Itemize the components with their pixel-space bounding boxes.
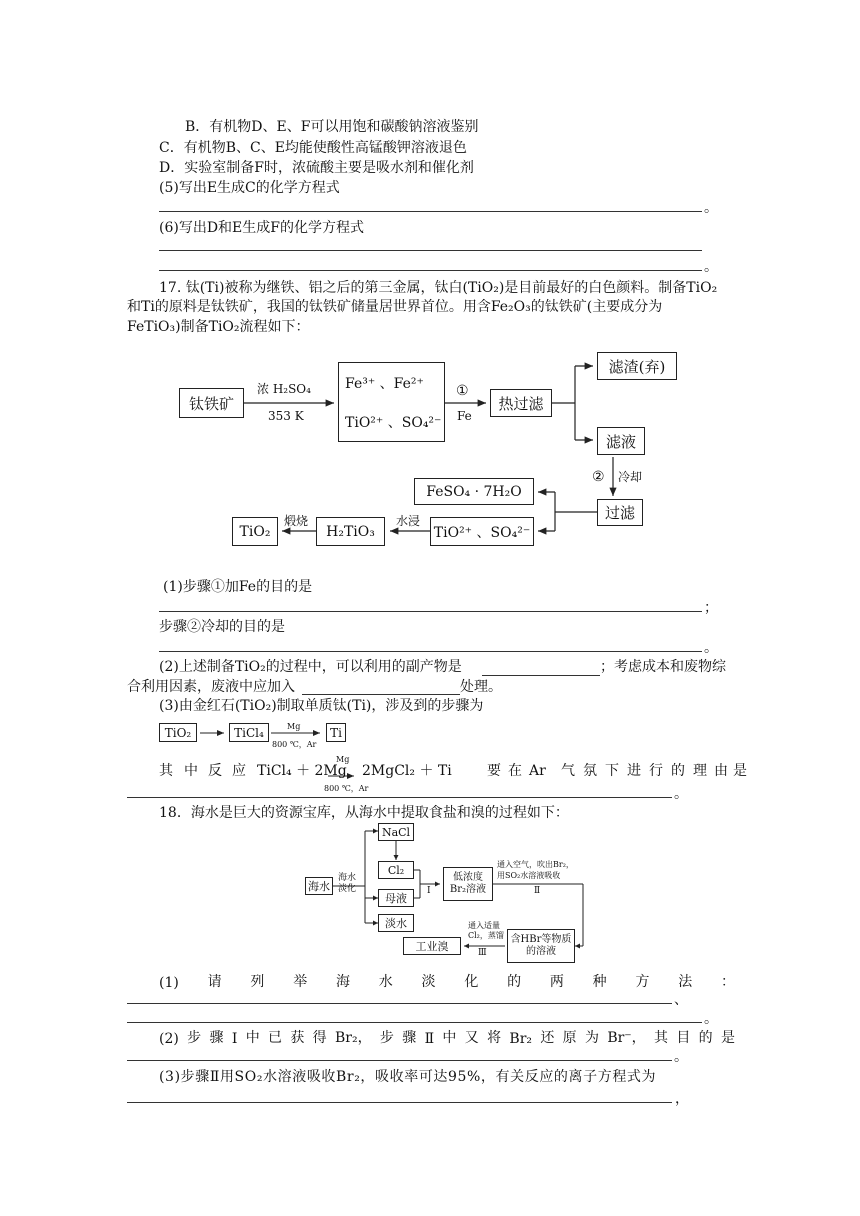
reaction-w11: 下 — [605, 763, 619, 779]
q18-sub2-w7: 得 — [312, 1030, 327, 1046]
calcine-label: 煅烧 — [284, 514, 309, 528]
tio2-box: TiO₂ — [232, 517, 278, 546]
q6-period: 。 — [704, 259, 718, 275]
ions-bottom: TiO²⁺ 、SO₄²⁻ — [345, 414, 442, 431]
reaction-w3: 应 — [232, 763, 246, 779]
q17-intro-2: 和Ti的原料是钛铁矿，我国的钛铁矿储量居世界首位。用含Fe₂O₃的钛铁矿(主要成分为 — [127, 299, 663, 315]
q18-sub1-w13: ： — [721, 974, 735, 990]
option-b: B．有机物D、E、F可以用饱和碳酸钠溶液鉴别 — [185, 119, 479, 135]
q18-sub2-w3: Ⅰ — [231, 1031, 238, 1047]
q17-sub1-prompt: (1)步骤①加Fe的目的是 — [163, 579, 313, 595]
q18-sub2-w23: 是 — [721, 1030, 735, 1046]
step3-label: Ⅲ — [478, 948, 487, 958]
q17-sub2-prompt-d: 处理。 — [460, 679, 502, 695]
reagent-label: 浓 H₂SO₄ — [257, 382, 311, 396]
fresh-water-box: 淡水 — [378, 914, 414, 932]
reaction-w10: 氛 — [583, 763, 597, 779]
q18-sub1-period: 。 — [704, 1011, 718, 1027]
q18-sub1-w7: 化 — [464, 974, 479, 990]
q18-sub3-comma: ， — [675, 1091, 689, 1107]
q18-intro: 18．海水是巨大的资源宝库，从海水中提取食盐和溴的过程如下： — [159, 805, 569, 821]
q18-sub2-w0: (2) — [159, 1031, 179, 1047]
q18-sub2-w15: Br₂ — [509, 1031, 532, 1047]
q18-sub1-w0: (1) — [159, 975, 179, 991]
q17-intro-1: 17. 钛(Ti)被称为继铁、铝之后的第三金属，钛白(TiO₂)是目前最好的白色颜料。制备TiO₂ — [159, 280, 718, 296]
q18-sub2-w11: Ⅱ — [424, 1031, 435, 1047]
reaction-w13: 行 — [649, 763, 663, 779]
q18-sub1-w6: 淡 — [421, 974, 436, 990]
q18-sub2-w6: 获 — [290, 1030, 305, 1046]
option-d: D．实验室制备F时，浓硫酸主要是吸水剂和催化剂 — [159, 160, 474, 176]
q18-sub1-w12: 法 — [678, 974, 693, 990]
filtrate-box: 滤液 — [597, 427, 645, 455]
q18-sub1-dun: 、 — [674, 992, 688, 1008]
q18-sub2-w19: Br⁻， — [607, 1030, 646, 1046]
reaction-w14: 的 — [671, 763, 685, 779]
reaction-w16: 由 — [714, 763, 728, 779]
q5-prompt: (5)写出E生成C的化学方程式 — [159, 180, 340, 196]
step2-marker: ② — [592, 469, 605, 485]
q18-sub2-w4: 中 — [245, 1030, 260, 1046]
reaction-w2: 反 — [208, 763, 222, 779]
reaction-w6: 要 — [487, 763, 501, 779]
q18-sub1-w8: 的 — [507, 974, 522, 990]
reaction-w7: 在 — [508, 763, 522, 779]
q17-sub1b-prompt: 步骤②冷却的目的是 — [159, 619, 285, 635]
reaction-mg-label: Mg — [336, 755, 350, 764]
q18-sub2-w20: 其 — [654, 1030, 669, 1046]
q18-sub1-w4: 海 — [335, 974, 350, 990]
q18-sub2-answer[interactable] — [127, 1060, 672, 1061]
route-tio2: TiO₂ — [159, 723, 197, 742]
q18-sub2-w10: 骤 — [402, 1030, 417, 1046]
q18-sub2-w18: 为 — [584, 1030, 599, 1046]
cl2-note-2: Cl₂，蒸馏 — [468, 931, 504, 940]
reaction-condition: 800 ℃，Ar — [324, 784, 369, 793]
step1-label: Ⅰ — [427, 886, 431, 896]
ions2-box: TiO²⁺ 、SO₄²⁻ — [430, 517, 534, 546]
air-note-1: 通入空气，吹出Br₂， — [497, 860, 574, 869]
q18-sub3-prompt: (3)步骤Ⅱ用SO₂水溶液吸收Br₂，吸收率可达95%，有关反应的离子方程式为 — [159, 1069, 657, 1085]
q17-sub3-prompt: (3)由金红石(TiO₂)制取单质钛(Ti)，涉及到的步骤为 — [159, 698, 484, 714]
ore-box: 钛铁矿 — [179, 388, 244, 418]
q18-sub1-answer-2[interactable] — [127, 1022, 702, 1023]
q18-sub1-w10: 种 — [592, 974, 607, 990]
reaction-w0: 其 — [159, 763, 173, 779]
route-mg-label: Mg — [287, 722, 301, 731]
q18-sub2-w21: 目 — [676, 1030, 691, 1046]
step2-label: Ⅱ — [534, 886, 541, 896]
q18-sub1-w9: 两 — [549, 974, 564, 990]
h2tio3-box: H₂TiO₃ — [316, 517, 385, 546]
q18-sub1-w11: 方 — [635, 974, 650, 990]
cl2-note-1: 通入适量 — [468, 921, 500, 930]
q18-sub2-w12: 中 — [442, 1030, 457, 1046]
fe-label: Fe — [457, 409, 472, 423]
ions-top: Fe³⁺ 、Fe²⁺ — [345, 375, 424, 392]
q18-sub2-w22: 的 — [698, 1030, 713, 1046]
q17-intro-3: FeTiO₃)制备TiO₂流程如下： — [127, 319, 310, 335]
option-c: C．有机物B、C、E均能使酸性高锰酸钾溶液退色 — [159, 140, 467, 156]
q18-sub2-w8: Br₂， — [335, 1030, 372, 1046]
q18-sub1-prompt — [159, 971, 735, 991]
q18-sub2-w13: 又 — [464, 1030, 479, 1046]
q18-sub2-w2: 骤 — [209, 1030, 224, 1046]
q17-sub2-prompt-a: (2)上述制备TiO₂的过程中，可以利用的副产物是 — [159, 659, 462, 675]
reaction-w9: 气 — [561, 763, 575, 779]
mother-liquor-box: 母液 — [378, 889, 414, 907]
reaction-rhs: 2MgCl₂ ＋ Ti — [362, 763, 452, 779]
q17-reason-period: 。 — [674, 786, 688, 802]
q18-sub2-w5: 已 — [268, 1030, 283, 1046]
q18-sub1-w2: 列 — [250, 974, 265, 990]
reaction-w15: 理 — [693, 763, 707, 779]
step1-marker: ① — [456, 383, 469, 399]
q18-sub1-answer-1[interactable] — [127, 1003, 672, 1004]
q18-sub3-answer[interactable] — [127, 1102, 672, 1103]
temp-label: 353 K — [268, 409, 304, 423]
nacl-box: NaCl — [378, 823, 414, 841]
hbr-solution-box: 含HBr等物质的溶液 — [507, 929, 575, 963]
seawater-box: 海水 — [305, 877, 333, 895]
q18-sub2-w1: 步 — [187, 1030, 202, 1046]
route-ticl4: TiCl₄ — [229, 723, 269, 742]
water-leach-label: 水浸 — [396, 514, 421, 528]
low-br2-box: 低浓度Br₂溶液 — [443, 867, 493, 901]
q18-sub2-w9: 步 — [379, 1030, 394, 1046]
reaction-w1: 中 — [184, 763, 198, 779]
q18-sub2-w16: 还 — [540, 1030, 555, 1046]
q5-period: 。 — [704, 200, 718, 216]
reaction-w17: 是 — [733, 763, 747, 779]
filter-box: 过滤 — [597, 499, 643, 526]
hot-filter-box: 热过滤 — [490, 389, 552, 417]
q18-sub1-w5: 水 — [378, 974, 393, 990]
industrial-bromine-box: 工业溴 — [403, 937, 461, 955]
q18-sub1-w3: 举 — [293, 974, 308, 990]
cl2-box: Cl₂ — [378, 861, 414, 879]
reaction-lhs: TiCl₄ ＋ 2Mg — [257, 763, 347, 779]
q18-sub2-prompt — [159, 1027, 735, 1047]
q18-sub1-w1: 请 — [207, 974, 222, 990]
route-ti: Ti — [326, 723, 346, 742]
q6-prompt: (6)写出D和E生成F的化学方程式 — [159, 220, 364, 236]
air-note-2: 用SO₂水溶液吸收 — [497, 871, 561, 880]
reaction-w12: 进 — [627, 763, 641, 779]
feso4-box: FeSO₄ · 7H₂O — [414, 478, 534, 505]
reaction-w8: Ar — [529, 763, 546, 779]
residue-box: 滤渣(弃) — [597, 352, 677, 380]
q17-sub2-prompt-c: 合利用因素，废液中应加入 — [127, 679, 295, 695]
desal-label: 海水淡化 — [338, 873, 357, 894]
cool-label: 冷却 — [618, 470, 643, 484]
q17-sub1-semicolon: ； — [704, 600, 718, 616]
route-condition: 800 ℃，Ar — [272, 740, 317, 749]
q18-sub2-w14: 将 — [487, 1030, 502, 1046]
q18-sub2-w17: 原 — [562, 1030, 577, 1046]
q17-sub2-prompt-b: ；考虑成本和废物综 — [600, 659, 726, 675]
q17-sub1b-period: 。 — [704, 640, 718, 656]
q18-sub2-period: 。 — [674, 1049, 688, 1065]
